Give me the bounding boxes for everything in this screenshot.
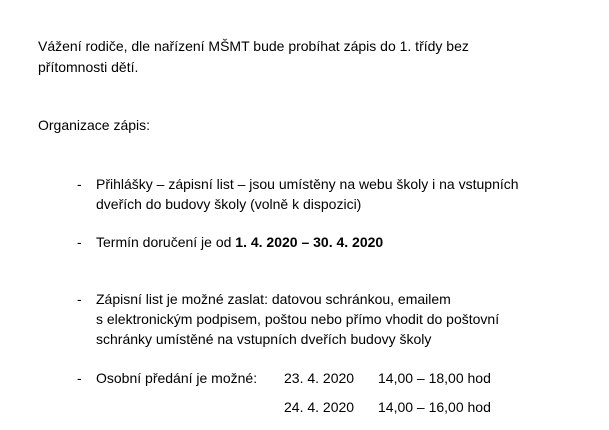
list-bullet: - bbox=[77, 234, 82, 250]
intro-line-2: přítomnosti dětí. bbox=[38, 59, 139, 75]
list-bullet: - bbox=[77, 370, 82, 386]
list-item-line: s elektronickým podpisem, poštou nebo přímo vhodit do poštovní bbox=[96, 311, 500, 327]
submission-period bbox=[96, 233, 383, 251]
submission-period-dates: 1. 4. 2020 – 30. 4. 2020 bbox=[235, 234, 384, 250]
list-item-line: Zápisní list je možné zaslat: datovou schránkou, emailem bbox=[96, 291, 451, 307]
list-item-line: Přihlášky – zápisní list – jsou umístěny na webu školy i na vstupních bbox=[96, 176, 519, 192]
handover-date: 24. 4. 2020 bbox=[284, 399, 355, 415]
submission-period-label: Termín doručení je od bbox=[96, 234, 236, 250]
list-bullet: - bbox=[77, 291, 82, 307]
list-item-line: dveřích do budovy školy (volně k dispozici) bbox=[96, 196, 362, 212]
section-heading: Organizace zápis: bbox=[38, 117, 151, 133]
handover-time: 14,00 – 16,00 hod bbox=[378, 399, 491, 415]
intro-line-1: Vážení rodiče, dle nařízení MŠMT bude probíhat zápis do 1. třídy bez bbox=[38, 38, 469, 54]
list-bullet: - bbox=[77, 176, 82, 192]
handover-time: 14,00 – 18,00 hod bbox=[378, 370, 491, 386]
handover-label: Osobní předání je možné: bbox=[96, 370, 258, 386]
handover-date: 23. 4. 2020 bbox=[284, 370, 355, 386]
list-item-line: schránky umístěné na vstupních dveřích budovy školy bbox=[96, 331, 432, 347]
